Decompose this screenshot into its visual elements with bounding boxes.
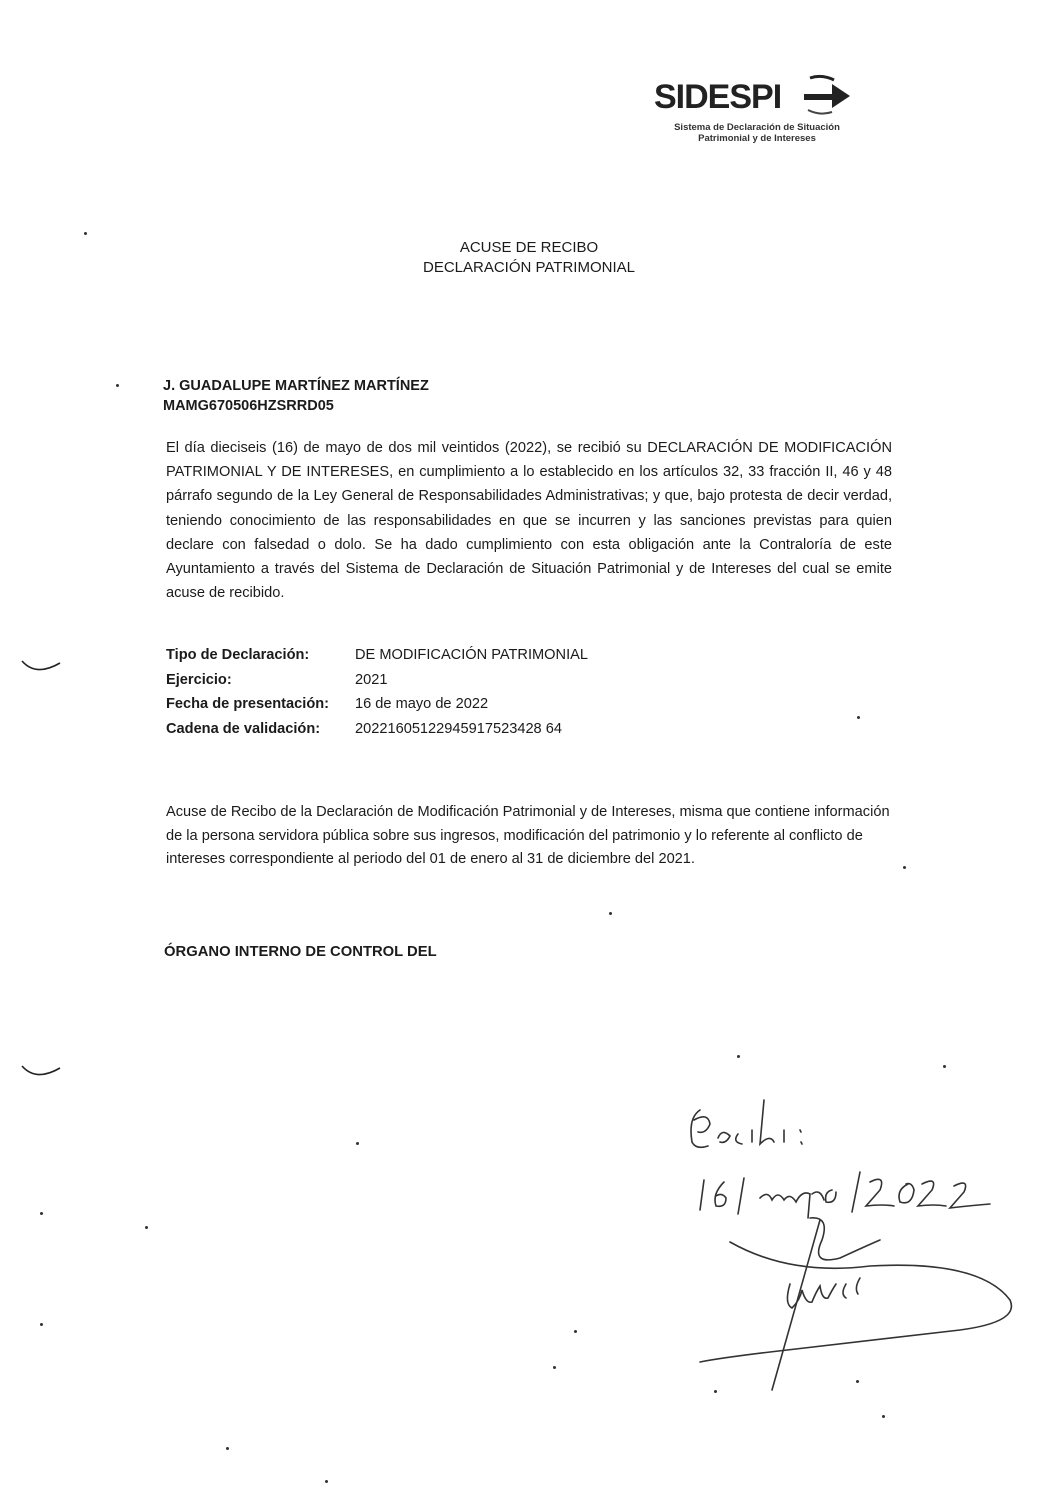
- document-title: [300, 238, 758, 278]
- declarant-block: [163, 376, 429, 416]
- scan-speck: [856, 1380, 859, 1383]
- scan-speck: [714, 1390, 717, 1393]
- arrow-icon: [802, 72, 854, 116]
- detail-value: 20221605122945917523428 64: [355, 720, 562, 737]
- scan-speck: [943, 1065, 946, 1068]
- detail-row: [166, 717, 588, 742]
- scan-speck: [84, 232, 87, 235]
- scan-speck: [40, 1212, 43, 1215]
- detail-value: DE MODIFICACIÓN PATRIMONIAL: [355, 647, 588, 663]
- organ-heading: ÓRGANO INTERNO DE CONTROL DEL: [164, 944, 437, 960]
- scan-speck: [325, 1480, 328, 1483]
- scan-speck: [882, 1415, 885, 1418]
- scan-speck: [609, 912, 612, 915]
- scan-speck: [574, 1330, 577, 1333]
- declarant-id: MAMG670506HZSRRD05: [163, 398, 334, 414]
- detail-value: 16 de mayo de 2022: [355, 696, 489, 712]
- scan-mark-icon: [20, 1060, 64, 1084]
- summary-paragraph: Acuse de Recibo de la Declaración de Modificación Patrimonial y de Intereses, misma que contiene información de la persona servidora pública sobre sus ingresos, modificación del patrimonio y lo referente al conflicto de intereses correspondiente al periodo del 01 de enero al 31 de diciembre del 2021.: [166, 804, 890, 868]
- logo-wordmark: SIDESPI: [654, 78, 782, 116]
- declaration-details: [166, 643, 588, 741]
- declarant-name: J. GUADALUPE MARTÍNEZ MARTÍNEZ: [163, 378, 429, 394]
- scan-speck: [857, 716, 860, 719]
- logo-subtitle-line1: Sistema de Declaración de Situación: [674, 122, 840, 133]
- scan-speck: [553, 1366, 556, 1369]
- detail-label: Cadena de validación:: [166, 720, 321, 737]
- scan-speck: [226, 1447, 229, 1450]
- detail-row: [166, 692, 588, 717]
- scan-speck: [737, 1055, 740, 1058]
- scan-speck: [903, 866, 906, 869]
- detail-label: Fecha de presentación:: [166, 696, 330, 712]
- scan-speck: [40, 1323, 43, 1326]
- scan-mark-icon: [20, 655, 64, 679]
- sidespi-logo: [650, 72, 860, 152]
- detail-row: [166, 668, 588, 693]
- scan-speck: [116, 384, 119, 387]
- title-line2: DECLARACIÓN PATRIMONIAL: [423, 259, 635, 276]
- handwritten-signature-icon: [660, 1090, 1040, 1430]
- logo-subtitle: [652, 122, 862, 144]
- scan-speck: [356, 1142, 359, 1145]
- body-paragraph: El día dieciseis (16) de mayo de dos mil veintidos (2022), se recibió su DECLARACIÓN DE MODIFICACIÓN PATRIMONIAL Y DE INTERESES, en cumplimiento a lo establecido en los artículos 32, 33 fracción II, 46 y 48 párrafo segundo de la Ley General de Responsabilidades Administrativas; y que, bajo protesta de decir verdad, teniendo conocimiento de las responsabilidades en que se incurren y las sanciones previstas para quien declare con falsedad o dolo. Se ha dado cumplimiento con esta obligación ante la Contraloría de este Ayuntamiento a través del Sistema de Declaración de Situación Patrimonial y de Intereses del cual se emite acuse de recibido.: [166, 440, 892, 602]
- scan-speck: [145, 1226, 148, 1229]
- detail-label: Tipo de Declaración:: [166, 647, 310, 663]
- detail-value: 2021: [355, 671, 388, 688]
- detail-row: [166, 643, 588, 668]
- title-line1: ACUSE DE RECIBO: [459, 239, 599, 256]
- detail-label: Ejercicio:: [166, 671, 232, 688]
- logo-subtitle-line2: Patrimonial y de Intereses: [698, 133, 816, 144]
